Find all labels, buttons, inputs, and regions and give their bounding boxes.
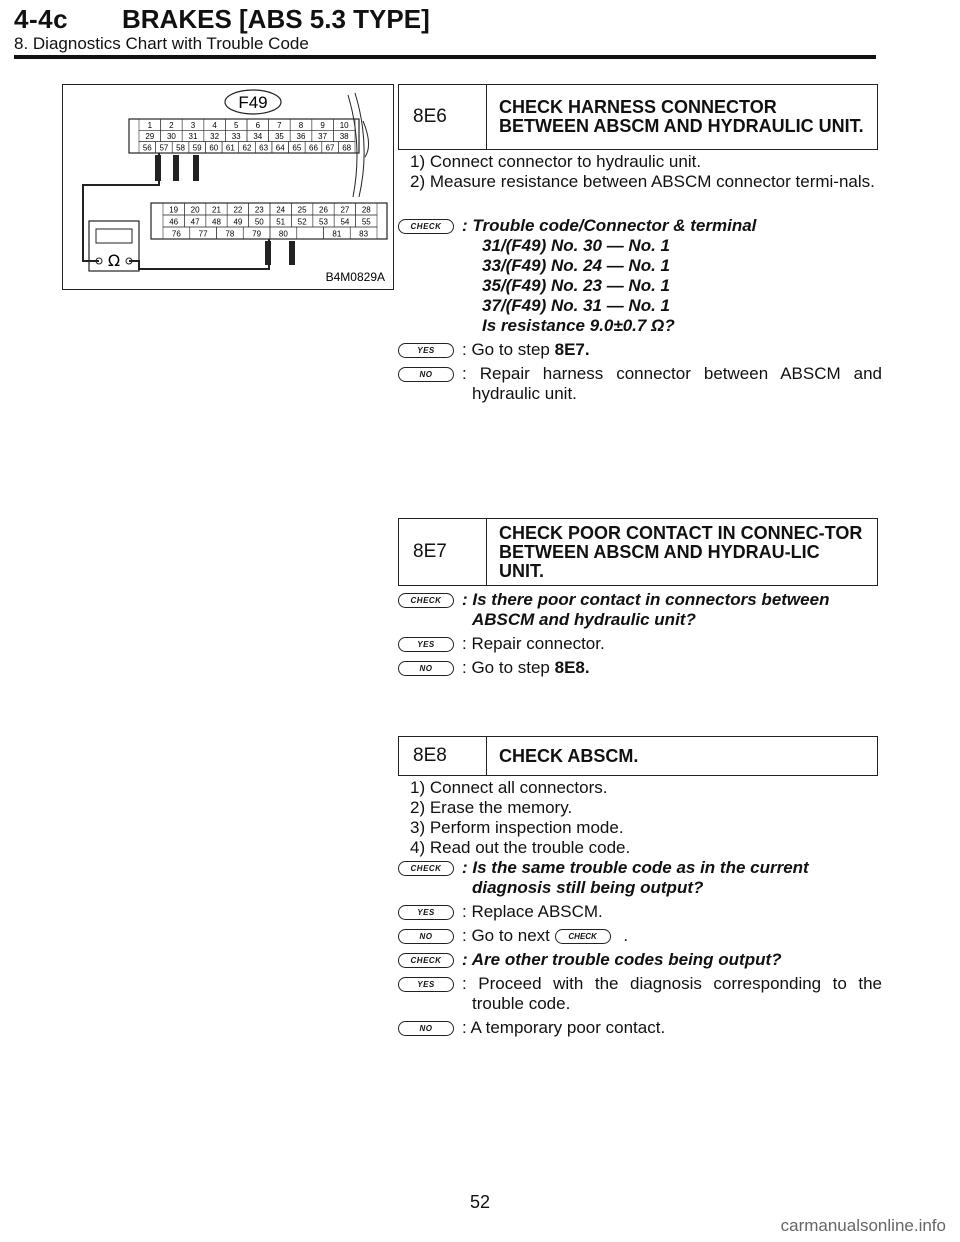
- pin-label: 26: [319, 205, 328, 215]
- no-row: [398, 364, 882, 404]
- check-badge: CHECK: [398, 593, 454, 608]
- pin-label: 54: [340, 217, 350, 227]
- pin-label: 62: [242, 143, 252, 153]
- pin-label: 6: [255, 120, 261, 130]
- section-code: 4-4c: [14, 4, 69, 34]
- pin-label: 68: [342, 143, 352, 153]
- yes-prefix: : Go to step: [462, 340, 555, 359]
- meter-lead-1: [83, 153, 159, 261]
- step-title: CHECK ABSCM.: [499, 745, 639, 766]
- header-rule: [14, 55, 876, 59]
- pin-label: 1: [147, 120, 153, 130]
- pin-label: 28: [361, 205, 371, 215]
- yes-row: [398, 902, 882, 922]
- yes-text: : Replace ABSCM.: [462, 902, 603, 921]
- step-title: CHECK POOR CONTACT IN CONNEC-TOR BETWEEN ABSCM AND HYDRAU-LIC UNIT.: [499, 522, 863, 581]
- check-line: 33/(F49) No. 24 — No. 1: [482, 256, 670, 275]
- probe-3: [193, 155, 199, 181]
- pin-label: 33: [231, 132, 241, 142]
- pin-label: 36: [296, 132, 306, 142]
- pin-label: 37: [318, 132, 328, 142]
- check-line: 31/(F49) No. 30 — No. 1: [482, 236, 670, 255]
- probe-2: [173, 155, 179, 181]
- pin-label: 47: [190, 217, 200, 227]
- pin-label: 29: [145, 132, 155, 142]
- pin-label: 76: [171, 229, 181, 239]
- pin-label: 30: [166, 132, 176, 142]
- probe-5: [289, 241, 295, 265]
- pin-label: 59: [192, 143, 202, 153]
- no-badge: NO: [398, 1021, 454, 1036]
- no-suffix: .: [623, 926, 629, 945]
- check-line: Is resistance 9.0±0.7 Ω?: [482, 316, 675, 335]
- yes-row: [398, 634, 882, 654]
- check-text: : Is the same trouble code as in the current diagnosis still being output?: [462, 858, 809, 897]
- pin-label: 55: [361, 217, 371, 227]
- pin-label: 10: [339, 120, 349, 130]
- pin-label: 57: [159, 143, 169, 153]
- yes-badge: YES: [398, 343, 454, 358]
- yes-row: [398, 340, 882, 360]
- lower-connector: [151, 203, 387, 239]
- probe-4: [265, 241, 271, 265]
- yes-badge: YES: [398, 637, 454, 652]
- pin-cell: [297, 227, 324, 239]
- no-row: [398, 658, 882, 678]
- no-text: [454, 926, 882, 946]
- pin-label: 83: [359, 229, 369, 239]
- check-text: [454, 216, 882, 336]
- check-row: [398, 950, 882, 970]
- pin-label: 58: [176, 143, 185, 153]
- no-badge: NO: [398, 661, 454, 676]
- pin-label: 8: [298, 120, 304, 130]
- yes-text: [454, 340, 882, 360]
- pin-label: 79: [252, 229, 262, 239]
- pin-label: 56: [142, 143, 152, 153]
- yes-row: [398, 974, 882, 1014]
- meter-lead-2: [129, 239, 269, 269]
- check-line: 35/(F49) No. 23 — No. 1: [482, 276, 670, 295]
- step-id: 8E8: [399, 737, 487, 775]
- lower-connector-pins: [163, 203, 377, 239]
- check-text: : Is there poor contact in connectors between ABSCM and hydraulic unit?: [462, 590, 830, 629]
- pin-label: 38: [339, 132, 349, 142]
- pin-label: 21: [212, 205, 221, 215]
- check-text: : Are other trouble codes being output?: [462, 950, 782, 969]
- step-8e7-header: [398, 518, 878, 586]
- instruction-4: 4) Read out the trouble code.: [410, 838, 631, 857]
- pin-label: 2: [169, 120, 174, 130]
- pin-label: 24: [276, 205, 286, 215]
- pin-label: 22: [233, 205, 243, 215]
- pin-label: 9: [320, 120, 325, 130]
- pin-label: 66: [309, 143, 318, 153]
- pin-label: 65: [292, 143, 302, 153]
- pin-label: 19: [169, 205, 179, 215]
- check-line: 37/(F49) No. 31 — No. 1: [482, 296, 670, 315]
- yes-badge: YES: [398, 905, 454, 920]
- connector-diagram: [62, 84, 394, 290]
- pin-label: 20: [190, 205, 200, 215]
- pin-label: 52: [297, 217, 307, 227]
- yes-text: : Repair connector.: [462, 634, 605, 653]
- no-text: : Repair harness connector between ABSCM and hydraulic unit.: [462, 364, 882, 403]
- goto-step-link[interactable]: 8E7.: [554, 340, 590, 359]
- pin-label: 23: [254, 205, 264, 215]
- ohm-symbol: Ω: [107, 251, 121, 270]
- pin-label: 25: [297, 205, 307, 215]
- pin-label: 35: [274, 132, 284, 142]
- no-prefix: : Go to next: [462, 926, 550, 945]
- pin-label: 7: [277, 120, 282, 130]
- pin-label: 60: [209, 143, 219, 153]
- no-text: : A temporary poor contact.: [462, 1018, 666, 1037]
- pin-label: 51: [276, 217, 286, 227]
- no-text: [454, 658, 882, 678]
- pin-label: 46: [169, 217, 179, 227]
- pin-label: 67: [325, 143, 335, 153]
- no-row: [398, 1018, 882, 1038]
- pin-label: 5: [233, 120, 239, 130]
- check-badge: CHECK: [398, 219, 454, 234]
- instruction-3: 3) Perform inspection mode.: [410, 818, 624, 837]
- pin-label: 4: [212, 120, 217, 130]
- upper-connector-pins: [139, 119, 355, 153]
- pin-label: 63: [259, 143, 269, 153]
- step-id: 8E6: [399, 85, 487, 149]
- pin-label: 49: [233, 217, 243, 227]
- instruction-2: 2) Erase the memory.: [410, 798, 573, 817]
- pin-label: 50: [254, 217, 264, 227]
- pin-label: 53: [319, 217, 328, 227]
- connector-diagram-svg: [63, 85, 393, 289]
- pin-label: 31: [188, 132, 198, 142]
- pin-label: 81: [332, 229, 342, 239]
- page-title: BRAKES [ABS 5.3 TYPE]: [122, 4, 430, 34]
- no-badge: NO: [398, 929, 454, 944]
- probe-1: [155, 155, 161, 181]
- figure-caption: B4M0829A: [325, 270, 385, 284]
- yes-text: : Proceed with the diagnosis corresponding to the trouble code.: [462, 974, 882, 1013]
- step-id: 8E7: [399, 519, 487, 585]
- pin-label: 32: [210, 132, 220, 142]
- check-badge: CHECK: [398, 861, 454, 876]
- watermark: carmanualsonline.info: [780, 1216, 946, 1235]
- step-8e8-header: [398, 736, 878, 776]
- check-line: : Trouble code/Connector & terminal: [462, 216, 757, 235]
- connector-label: F49: [238, 93, 268, 112]
- pin-label: 78: [225, 229, 235, 239]
- pin-label: 27: [340, 205, 350, 215]
- instruction-2: 2) Measure resistance between ABSCM connector termi-nals.: [410, 172, 875, 191]
- check-badge-inline: CHECK: [555, 929, 611, 944]
- page-subtitle: 8. Diagnostics Chart with Trouble Code: [14, 34, 309, 53]
- check-row: [398, 858, 882, 898]
- pin-label: 77: [198, 229, 208, 239]
- no-badge: NO: [398, 367, 454, 382]
- goto-step-link[interactable]: 8E8.: [554, 658, 590, 677]
- instruction-1: 1) Connect connector to hydraulic unit.: [410, 152, 702, 171]
- no-prefix: : Go to step: [462, 658, 555, 677]
- no-row: [398, 926, 882, 946]
- pin-label: 64: [275, 143, 285, 153]
- yes-badge: YES: [398, 977, 454, 992]
- step-title: CHECK HARNESS CONNECTOR BETWEEN ABSCM AND HYDRAULIC UNIT.: [499, 97, 864, 136]
- pin-label: 3: [190, 120, 196, 130]
- pin-label: 80: [278, 229, 288, 239]
- page-number: 52: [469, 1192, 491, 1212]
- pin-label: 61: [225, 143, 235, 153]
- step-8e6-header: [398, 84, 878, 150]
- check-row: [398, 216, 882, 336]
- check-row: [398, 590, 882, 630]
- ohmmeter-display: [96, 229, 132, 243]
- pin-label: 34: [253, 132, 263, 142]
- instruction-1: 1) Connect all connectors.: [410, 778, 608, 797]
- pin-label: 48: [212, 217, 221, 227]
- check-badge: CHECK: [398, 953, 454, 968]
